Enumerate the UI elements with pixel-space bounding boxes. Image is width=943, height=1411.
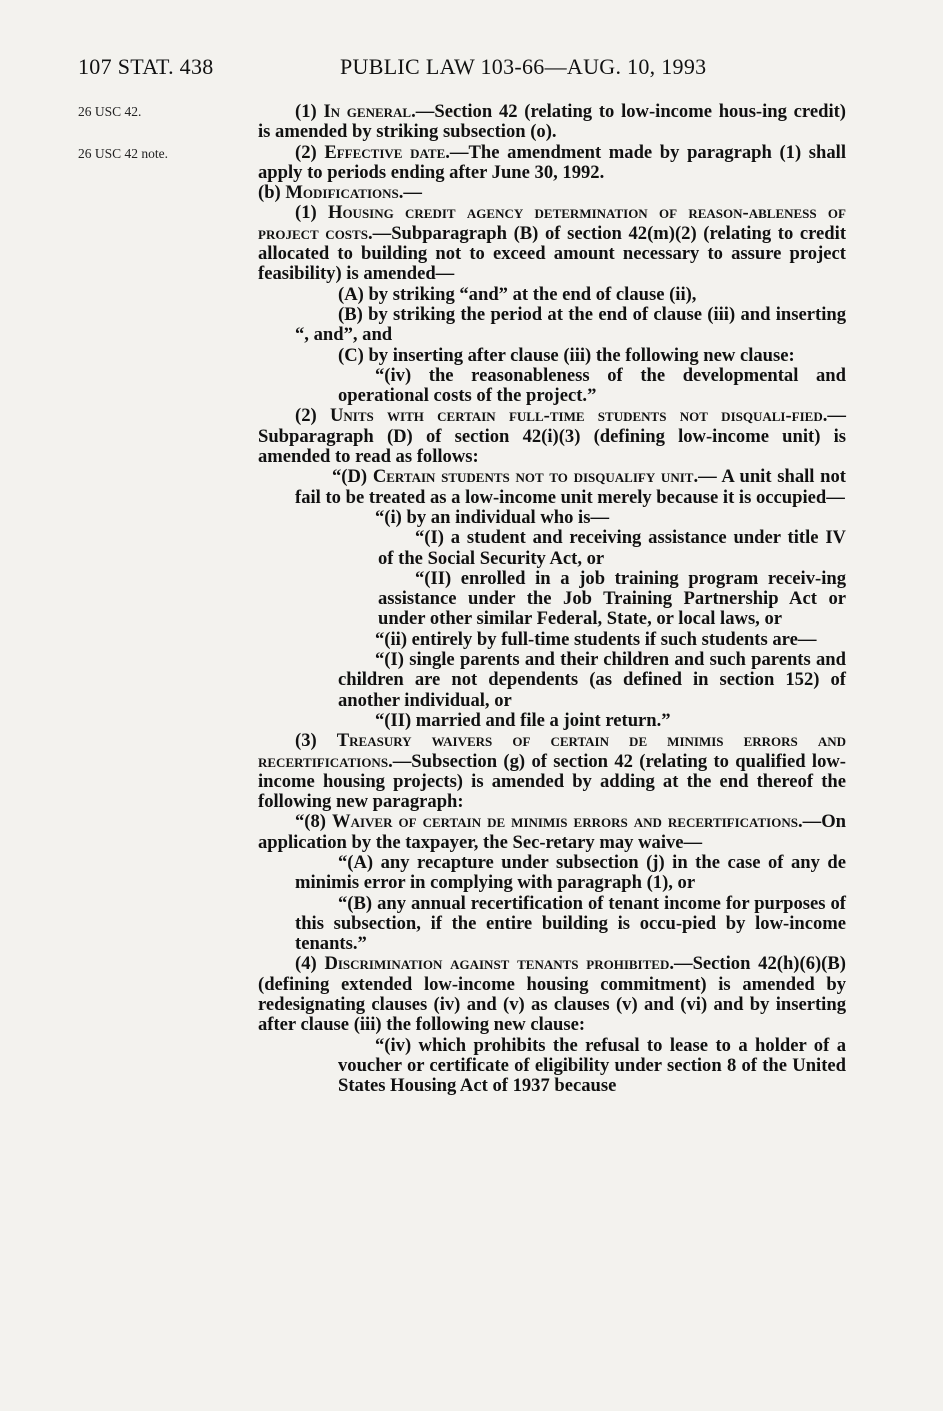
stat-page-number: 107 STAT. 438 bbox=[78, 54, 214, 79]
clause-iv-voucher: “(iv) which prohibits the refusal to lease to a holder of a voucher or certificate of eligibility under section 8 of the United States Housing Act of 1937 because bbox=[338, 1034, 846, 1097]
clause-iv-reasonableness: “(iv) the reasonableness of the developmental and operational costs of the project.” bbox=[338, 364, 846, 407]
subsection-b-modifications: (b) Modifications.— bbox=[258, 182, 423, 204]
running-header: PUBLIC LAW 103-66—AUG. 10, 1993 bbox=[340, 54, 707, 79]
para-b3-treasury-waivers: (3) Treasury waivers of certain de minimis errors and recertifications.—Subsection (g) of section 42 (relating to qualified low-income housing projects) is amended by adding at the end thereof the following new paragraph: bbox=[258, 730, 846, 813]
subpara-d-students: “(D) Certain students not to disqualify unit.— A unit shall not fail to be treated as a low-income unit merely because it is occupied— bbox=[295, 466, 846, 508]
para-b1-housing-credit: (1) Housing credit agency determination of reason-ableness of project costs.—Subparagraph (B) of section 42(m)(2) (relating to credit allocated to building not to exceed amount necessary to assure project feasibility) is amended— bbox=[258, 202, 847, 285]
subclause-I-student: “(I) a student and receiving assistance under title IV of the Social Security Act, or bbox=[378, 527, 846, 569]
clause-i-individual: “(i) by an individual who is— bbox=[375, 506, 610, 528]
subclause-I-single-parents: “(I) single parents and their children and such parents and children are not dependents (as defined in section 152) of another individual, or bbox=[338, 649, 846, 711]
para-8-waiver: “(8) Waiver of certain de minimis errors and recertifications.—On application by the taxpayer, the Sec-retary may waive— bbox=[258, 811, 846, 853]
para-b4-discrimination: (4) Discrimination against tenants prohibited.—Section 42(h)(6)(B) (defining extended low-income housing commitment) is amended by redesignating clauses (iv) and (v) as clauses (v) and (vi) and by inserting after clause (iii) the following new clause: bbox=[258, 953, 846, 1036]
subclause-II-married: “(II) married and file a joint return.” bbox=[375, 709, 671, 731]
clause-c: (C) by inserting after clause (iii) the following new clause: bbox=[338, 344, 795, 366]
clause-a: (A) by striking “and” at the end of clause (ii), bbox=[338, 283, 697, 305]
subpara-a-recapture: “(A) any recapture under subsection (j) in the case of any de minimis error in complying with paragraph (1), or bbox=[295, 851, 846, 894]
margin-note-usc42: 26 USC 42. bbox=[78, 104, 142, 119]
subpara-b-recertification: “(B) any annual recertification of tenant income for purposes of this subsection, if the entire building is occu-pied by low-income tenants.” bbox=[295, 892, 846, 955]
margin-note-usc42-note: 26 USC 42 note. bbox=[78, 146, 169, 161]
subclause-II-job-training: “(II) enrolled in a job training program receiv-ing assistance under the Job Training Partnership Act or under other similar Federal, State, or local laws, or bbox=[378, 567, 846, 630]
clause-b: (B) by striking the period at the end of clause (iii) and inserting “, and”, and bbox=[295, 303, 846, 346]
para-b2-units-students: (2) Units with certain full-time students not disquali-fied.—Subparagraph (D) of section 42(i)(3) (defining low-income unit) is amended to read as follows: bbox=[258, 405, 846, 468]
para-1-in-general: (1) In general.—Section 42 (relating to low-income hous-ing credit) is amended by striking subsection (o). bbox=[258, 101, 846, 143]
para-2-effective-date: (2) Effective date.—The amendment made by paragraph (1) shall apply to periods ending after June 30, 1992. bbox=[258, 141, 846, 183]
statute-body bbox=[258, 102, 846, 1097]
clause-ii-full-time: “(ii) entirely by full-time students if such students are— bbox=[375, 628, 817, 650]
